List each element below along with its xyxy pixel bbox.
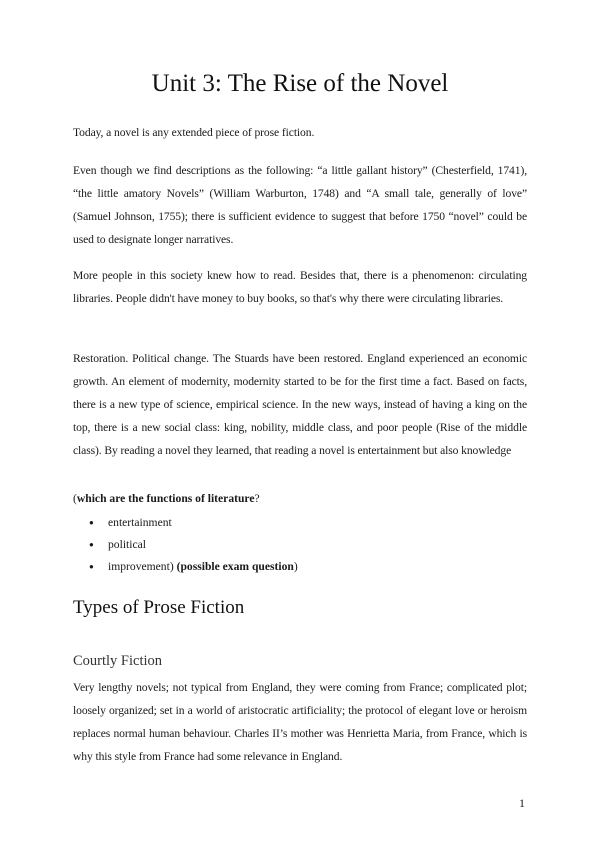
list-item: ● improvement) (possible exam question): [73, 556, 298, 578]
list-item-text: improvement): [108, 560, 177, 573]
list-item: [73, 534, 298, 556]
list-item: [73, 512, 298, 534]
bullet-icon: ●: [89, 562, 94, 571]
subsection-heading-courtly: Courtly Fiction: [73, 653, 163, 669]
exam-question-note: possible exam question: [180, 560, 294, 573]
functions-list: [73, 512, 298, 578]
list-item-close: ): [293, 560, 298, 573]
functions-question: [73, 492, 260, 505]
bullet-icon: ●: [89, 518, 94, 527]
section-heading-types: Types of Prose Fiction: [73, 597, 245, 618]
question-open: (: [73, 492, 77, 505]
question-bold-text: which are the functions of literature: [76, 492, 255, 505]
question-close: ?: [254, 492, 260, 505]
restoration-paragraph: Restoration. Political change. The Stuards have been restored. England experienced an economic growth. An element of modernity, modernity started to be for the first time a fact. Based on facts, there is a new type of science, empirical science. In the new ways, instead of having a king on the top, there is a new social class: king, nobility, middle class, and poor people (Rise of the middle class). By reading a novel they learned, that reading a novel is entertainment but also knowledge: [73, 352, 527, 457]
bullet-icon: ●: [89, 540, 94, 549]
courtly-paragraph: Very lengthy novels; not typical from England, they were coming from France; complicated plot; loosely organized; set in a world of aristocratic artificiality; the protocol of elegant love or heroism replaces normal human behaviour. Charles II’s mother was Henrietta Maria, from France, which is why this style from France had some relevance in England.: [73, 681, 527, 763]
list-item-text: entertainment: [108, 516, 172, 529]
page-number: 1: [519, 796, 525, 810]
descriptions-paragraph: Even though we find descriptions as the following: “a little gallant history” (Chesterfield, 1741), “the little amatory Novels” (William Warburton, 1748) and “A small tale, generally of love” (Samuel Johnson, 1755); there is sufficient evidence to suggest that before 1750 “novel” could be used to designate longer narratives.: [73, 164, 527, 246]
intro-paragraph: Today, a novel is any extended piece of prose fiction.: [73, 126, 315, 139]
list-item-text: political: [108, 538, 146, 551]
readers-paragraph: More people in this society knew how to read. Besides that, there is a phenomenon: circulating libraries. People didn't have money to buy books, so that's why there were circulating libraries.: [73, 269, 527, 305]
page-title: Unit 3: The Rise of the Novel: [151, 70, 449, 97]
